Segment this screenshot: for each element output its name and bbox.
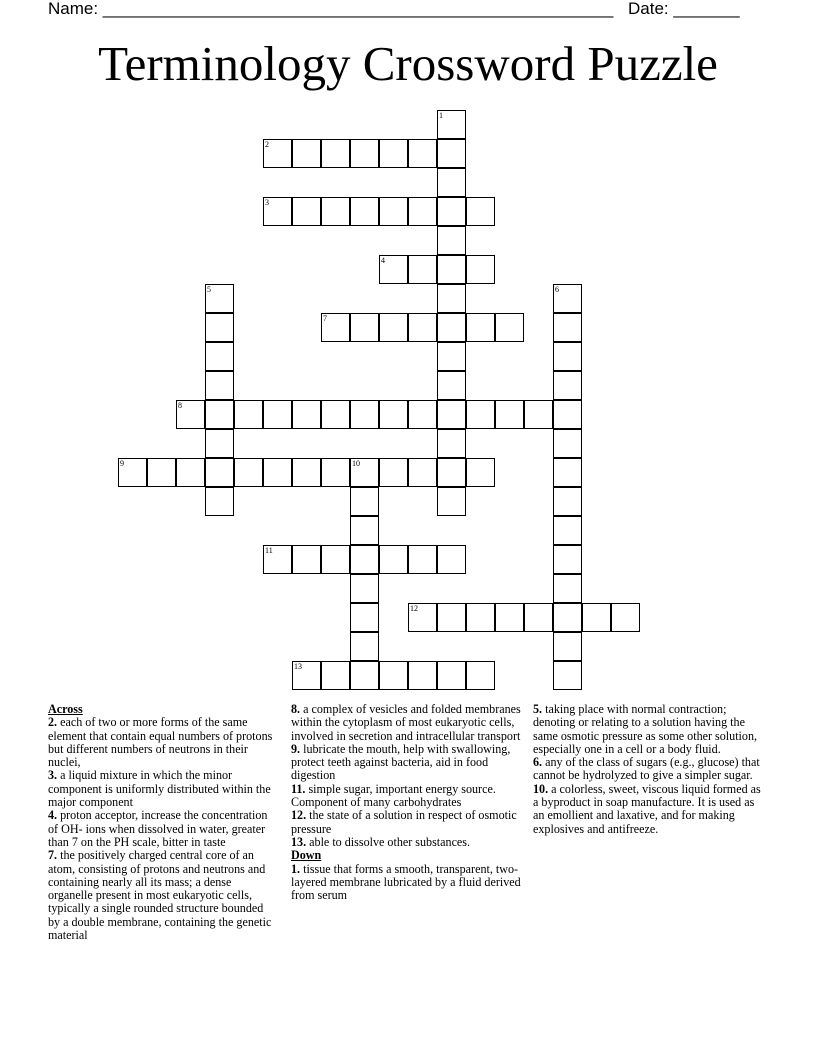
grid-cell[interactable] [292, 197, 321, 226]
clue-number-label: 11 [265, 546, 273, 555]
clue-text: a complex of vesicles and folded membranes within the cytoplasm of most eukaryotic cells, involved in secretion and intracellular transport [291, 702, 521, 743]
grid-cell[interactable] [350, 313, 379, 342]
grid-cell[interactable] [205, 458, 234, 487]
grid-cell[interactable] [408, 139, 437, 168]
clue-text: taking place with normal contraction; denoting or relating to a solution having the same osmotic pressure as some other solution, especially one in a cell or a body fluid. [533, 702, 758, 756]
grid-cell[interactable] [437, 429, 466, 458]
grid-cell[interactable] [350, 661, 379, 690]
grid-cell[interactable] [524, 400, 553, 429]
grid-cell[interactable] [437, 458, 466, 487]
grid-cell[interactable] [466, 255, 495, 284]
grid-cell[interactable] [263, 458, 292, 487]
grid-cell[interactable] [466, 661, 495, 690]
clue-number-label: 8 [178, 401, 182, 410]
grid-cell[interactable] [234, 400, 263, 429]
clue-column-1 [48, 703, 278, 942]
grid-cell[interactable] [205, 371, 234, 400]
clue-item [48, 769, 278, 809]
grid-cell[interactable] [321, 458, 350, 487]
clue-text: a colorless, sweet, viscous liquid formed as a byproduct in soap manufacture. It is used as an emollient and laxative, and for making explosives and antifreeze. [533, 781, 761, 836]
grid-cell[interactable] [147, 458, 176, 487]
clue-number-label: 10 [352, 459, 360, 468]
grid-cell[interactable] [379, 139, 408, 168]
clue-text: the state of a solution in respect of osmotic pressure [291, 808, 517, 836]
clue-number-label: 5 [207, 285, 211, 294]
clue-item [533, 756, 767, 783]
clue-column-3 [533, 703, 767, 836]
clue-number: 11. [291, 781, 306, 796]
clue-text: tissue that forms a smooth, transparent, two-layered membrane lubricated by a fluid derived from serum [291, 861, 521, 903]
grid-cell[interactable] [292, 400, 321, 429]
grid-cell[interactable] [408, 197, 437, 226]
grid-cell[interactable] [321, 545, 350, 574]
clue-text: lubricate the mouth, help with swallowing, protect teeth against bacteria, aid in food digestion [291, 741, 511, 783]
grid-cell[interactable] [553, 313, 582, 342]
clue-item [48, 809, 278, 849]
grid-cell[interactable] [408, 661, 437, 690]
clue-item [533, 703, 767, 756]
grid-cell[interactable] [524, 603, 553, 632]
clue-text: a liquid mixture in which the minor component is uniformly distributed within the major component [48, 768, 271, 810]
name-field[interactable]: Name: ______________________________________________________ [48, 0, 614, 18]
grid-cell[interactable] [553, 371, 582, 400]
clue-number-label: 7 [323, 314, 327, 323]
grid-cell[interactable] [437, 371, 466, 400]
clue-number: 2. [48, 715, 58, 730]
grid-cell[interactable] [437, 284, 466, 313]
clues-heading: Across [48, 702, 83, 716]
clues-heading: Down [291, 848, 322, 863]
grid-cell[interactable] [379, 313, 408, 342]
grid-cell[interactable] [292, 139, 321, 168]
clue-item [291, 743, 525, 783]
clue-column-2 [291, 703, 525, 902]
grid-cell[interactable] [408, 458, 437, 487]
clue-item [533, 783, 767, 836]
clue-number-label: 1 [439, 111, 443, 120]
grid-cell[interactable] [437, 603, 466, 632]
grid-cell[interactable] [582, 603, 611, 632]
grid-cell[interactable] [495, 313, 524, 342]
clue-text: proton acceptor, increase the concentration of OH- ions when dissolved in water, greater than 7 on the PH scale, bitter in taste [48, 808, 268, 849]
clue-item [291, 809, 525, 836]
grid-cell[interactable] [205, 400, 234, 429]
clue-text: each of two or more forms of the same element that contain equal numbers of protons but different numbers of neutrons in their nuclei, [48, 715, 273, 770]
grid-cell[interactable] [495, 603, 524, 632]
grid-cell[interactable] [350, 487, 379, 516]
grid-cell[interactable] [205, 342, 234, 371]
grid-cell[interactable] [321, 139, 350, 168]
clue-number: 1. [291, 861, 301, 876]
clue-number: 10. [533, 781, 549, 796]
clue-number: 4. [48, 808, 58, 823]
grid-cell[interactable] [350, 197, 379, 226]
grid-cell[interactable] [437, 487, 466, 516]
grid-cell[interactable] [205, 429, 234, 458]
grid-cell[interactable] [321, 400, 350, 429]
grid-cell[interactable] [408, 313, 437, 342]
grid-cell[interactable] [553, 342, 582, 371]
grid-cell[interactable] [321, 661, 350, 690]
grid-cell[interactable] [263, 400, 292, 429]
grid-cell[interactable] [408, 400, 437, 429]
grid-cell[interactable] [408, 545, 437, 574]
grid-cell[interactable] [466, 458, 495, 487]
grid-cell[interactable] [408, 255, 437, 284]
clue-item [291, 783, 525, 810]
clue-number-label: 3 [265, 198, 269, 207]
clue-item [291, 703, 525, 743]
grid-cell[interactable] [553, 458, 582, 487]
grid-cell[interactable] [205, 487, 234, 516]
grid-cell[interactable] [553, 429, 582, 458]
clue-number-label: 4 [381, 256, 385, 265]
page-title: Terminology Crossword Puzzle [98, 36, 718, 91]
clue-text: the positively charged central core of an atom, consisting of protons and neutrons and containing nearly all its mass; a dense organelle present in most eukaryotic cells, typically a single rounded structure bounded by a double membrane, containing the genetic material [48, 848, 272, 943]
clue-number-label: 12 [410, 604, 418, 613]
grid-cell[interactable] [495, 400, 524, 429]
clue-number: 6. [533, 755, 543, 770]
grid-cell[interactable] [350, 516, 379, 545]
grid-cell[interactable] [466, 313, 495, 342]
grid-cell[interactable] [292, 458, 321, 487]
grid-cell[interactable] [553, 603, 582, 632]
clue-number: 7. [48, 848, 58, 863]
clue-text: any of the class of sugars (e.g., glucose) that cannot be hydrolyzed to give a simpler sugar. [533, 755, 760, 783]
grid-cell[interactable] [292, 545, 321, 574]
grid-cell[interactable] [437, 661, 466, 690]
grid-cell[interactable] [176, 458, 205, 487]
grid-cell[interactable] [379, 545, 408, 574]
grid-cell[interactable] [350, 400, 379, 429]
date-field[interactable]: Date: _______ [628, 0, 740, 18]
grid-cell[interactable] [553, 516, 582, 545]
grid-cell[interactable] [350, 632, 379, 661]
grid-cell[interactable] [437, 545, 466, 574]
grid-cell[interactable] [466, 400, 495, 429]
grid-cell[interactable] [437, 313, 466, 342]
grid-cell[interactable] [350, 545, 379, 574]
clue-number: 9. [291, 741, 301, 756]
clue-number: 3. [48, 768, 58, 783]
clue-number-label: 2 [265, 140, 269, 149]
grid-cell[interactable] [553, 661, 582, 690]
clue-number: 5. [533, 702, 543, 716]
clue-number: 13. [291, 834, 307, 849]
grid-cell[interactable] [379, 400, 408, 429]
grid-cell[interactable] [553, 400, 582, 429]
grid-cell[interactable] [437, 139, 466, 168]
clue-number-label: 13 [294, 662, 302, 671]
grid-cell[interactable] [466, 197, 495, 226]
grid-cell[interactable] [234, 458, 263, 487]
grid-cell[interactable] [350, 574, 379, 603]
grid-cell[interactable] [437, 255, 466, 284]
grid-cell[interactable] [553, 545, 582, 574]
grid-cell[interactable] [437, 342, 466, 371]
grid-cell[interactable] [379, 661, 408, 690]
grid-cell[interactable] [553, 487, 582, 516]
grid-cell[interactable] [379, 458, 408, 487]
grid-cell[interactable] [437, 400, 466, 429]
clue-number: 8. [291, 702, 301, 716]
clue-item [291, 836, 525, 849]
grid-cell[interactable] [205, 313, 234, 342]
grid-cell[interactable] [553, 574, 582, 603]
clue-text: simple sugar, important energy source. Component of many carbohydrates [291, 781, 496, 810]
grid-cell[interactable] [379, 197, 408, 226]
grid-cell[interactable] [553, 632, 582, 661]
grid-cell[interactable] [350, 139, 379, 168]
clue-number-label: 9 [120, 459, 124, 468]
clue-item [48, 849, 278, 942]
clue-number: 12. [291, 808, 307, 823]
grid-cell[interactable] [350, 603, 379, 632]
grid-cell[interactable] [321, 197, 350, 226]
grid-cell[interactable] [466, 603, 495, 632]
grid-cell[interactable] [437, 197, 466, 226]
clue-text: able to dissolve other substances. [306, 834, 471, 849]
clue-item [291, 863, 525, 903]
clue-number-label: 6 [555, 285, 559, 294]
grid-cell[interactable] [437, 226, 466, 255]
grid-cell[interactable] [437, 168, 466, 197]
clue-item [48, 716, 278, 769]
grid-cell[interactable] [611, 603, 640, 632]
